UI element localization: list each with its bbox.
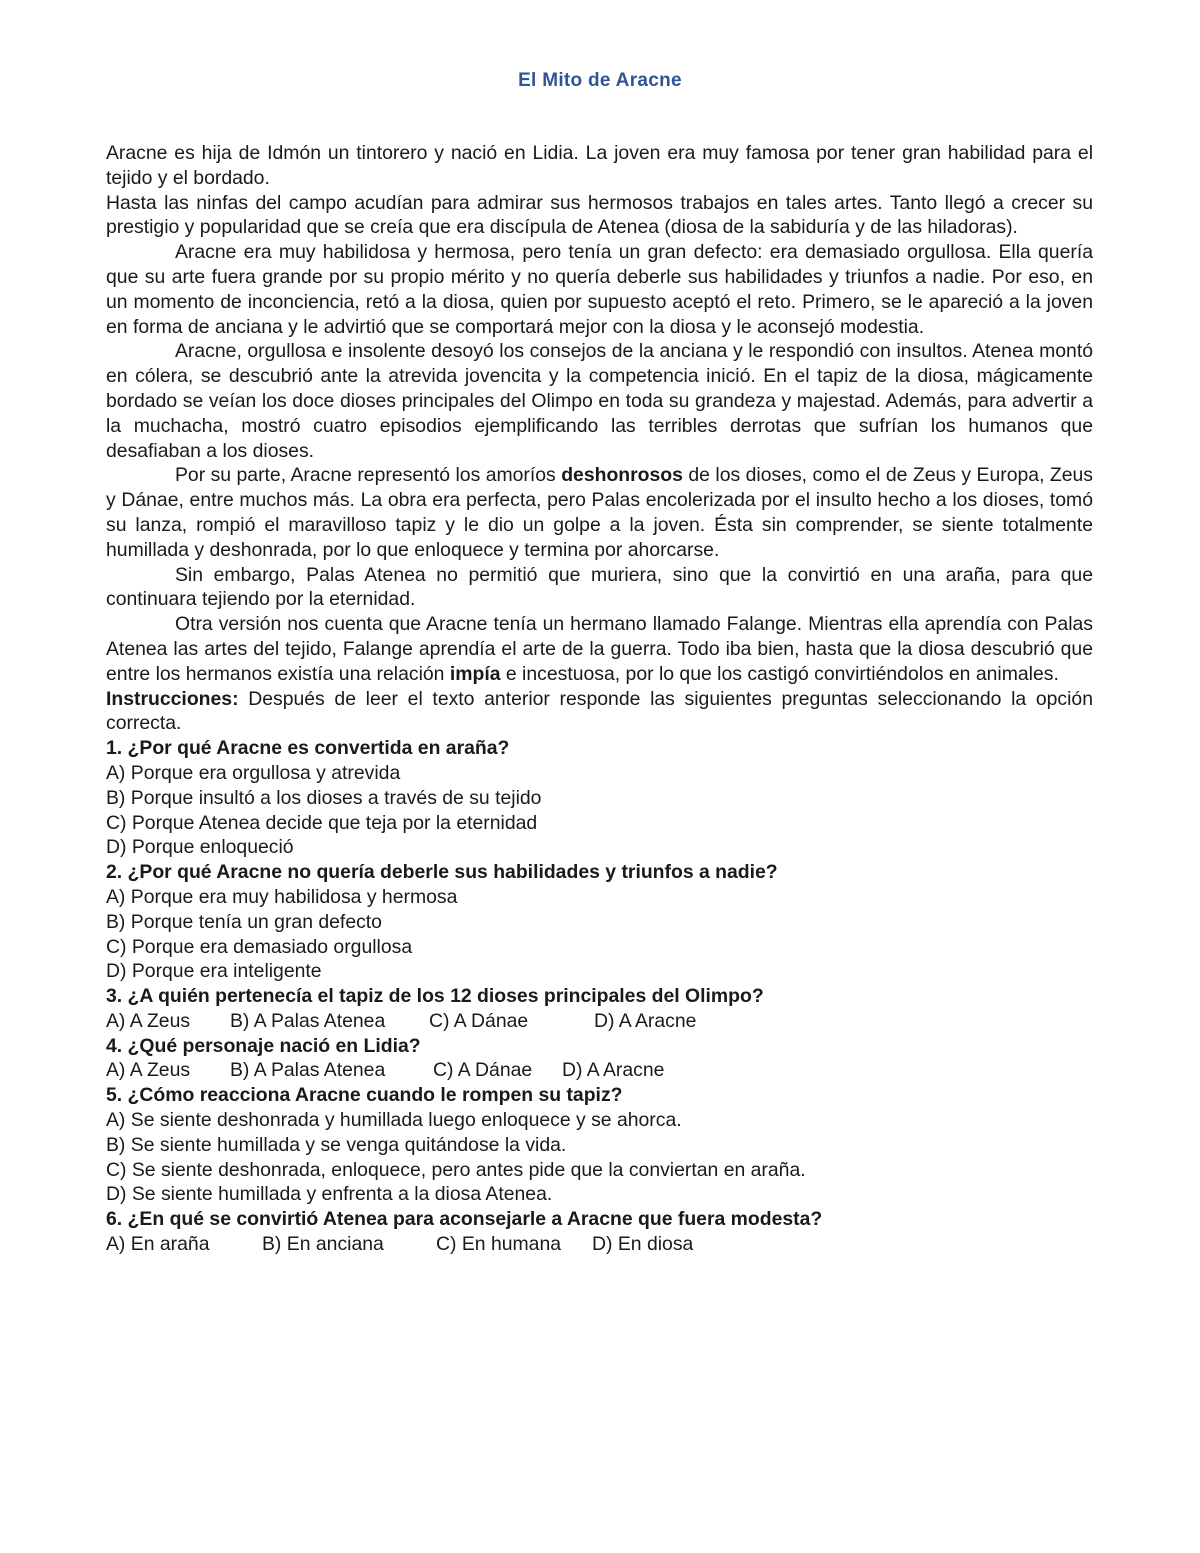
paragraph-5-bold-word: deshonrosos — [561, 464, 683, 487]
question-5-option-b[interactable]: B) Se siente humillada y se venga quitándose la vida. — [106, 1133, 567, 1156]
paragraph-5-text-b: de los dioses, como el de Zeus y Europa, Zeus y Dánae, entre muchos más. La obra era perfecta, pero Palas encolerizada por el insulto hecho a los dioses, tomó su lanza, rompió el maravilloso tapiz y le dio un golpe a la joven. Ésta sin comprender, se siente totalmente humillada y deshonrada, por lo que enloquece y termina por ahorcarse. — [106, 464, 1093, 561]
question-5: 5. ¿Cómo reacciona Aracne cuando le rompen su tapiz? — [106, 1084, 623, 1107]
paragraph-5-text-a: Por su parte, Aracne representó los amoríos — [175, 464, 562, 487]
question-2-option-d[interactable]: D) Porque era inteligente — [106, 960, 322, 983]
question-4-option-c[interactable]: C) A Dánae — [433, 1059, 533, 1082]
question-4-option-a[interactable]: A) A Zeus — [106, 1059, 191, 1082]
question-4-option-d[interactable]: D) A Aracne — [562, 1059, 665, 1082]
question-3-option-a[interactable]: A) A Zeus — [106, 1009, 191, 1032]
instructions-label: Instrucciones: — [106, 687, 239, 710]
instructions-text: Después de leer el texto anterior responde las siguientes preguntas seleccionando la opción correcta. — [106, 687, 1093, 735]
question-4-options — [106, 1058, 1093, 1083]
instructions — [106, 687, 1093, 737]
question-2-option-b[interactable]: B) Porque tenía un gran defecto — [106, 910, 382, 933]
question-1-option-c[interactable]: C) Porque Atenea decide que teja por la eternidad — [106, 811, 538, 834]
paragraph-2: Hasta las ninfas del campo acudían para admirar sus hermosos trabajos en tales artes. Tanto llegó a crecer su prestigio y popularidad que se creía que era discípula de Atenea (diosa de la sabiduría y de las hiladoras). — [106, 191, 1093, 239]
paragraph-3: Aracne era muy habilidosa y hermosa, pero tenía un gran defecto: era demasiado orgullosa. Ella quería que su arte fuera grande por su propio mérito y no quería deberle sus habilidades y triunfos a nadie. Por eso, en un momento de inconciencia, retó a la diosa, quien por supuesto aceptó el reto. Primero, se le apareció a la joven en forma de anciana y le advirtió que se comportará mejor con la diosa y le aconsejó modestia. — [106, 241, 1093, 338]
question-3-option-c[interactable]: C) A Dánae — [429, 1009, 529, 1032]
question-3: 3. ¿A quién pertenecía el tapiz de los 12 dioses principales del Olimpo? — [106, 985, 764, 1008]
question-2: 2. ¿Por qué Aracne no quería deberle sus habilidades y triunfos a nadie? — [106, 861, 778, 884]
question-5-option-a[interactable]: A) Se siente deshonrada y humillada luego enloquece y se ahorca. — [106, 1109, 682, 1132]
question-1-option-a[interactable]: A) Porque era orgullosa y atrevida — [106, 761, 401, 784]
question-5-option-d[interactable]: D) Se siente humillada y enfrenta a la diosa Atenea. — [106, 1183, 553, 1206]
paragraph-7-text-a: Otra versión nos cuenta que Aracne tenía un hermano llamado Falange. Mientras ella aprendía con Palas Atenea las artes del tejido, Falange aprendía el arte de la guerra. Todo iba bien, hasta que la diosa descubrió que entre los hermanos existía una relación — [106, 613, 1093, 685]
question-5-option-c[interactable]: C) Se siente deshonrada, enloquece, pero antes pide que la conviertan en araña. — [106, 1158, 806, 1181]
question-3-option-b[interactable]: B) A Palas Atenea — [230, 1009, 386, 1032]
paragraph-7-text-b: e incestuosa, por lo que los castigó convirtiéndolos en animales. — [500, 662, 1059, 685]
paragraph-7 — [106, 612, 1093, 686]
question-4: 4. ¿Qué personaje nació en Lidia? — [106, 1034, 421, 1057]
paragraph-4: Aracne, orgullosa e insolente desoyó los consejos de la anciana y le respondió con insultos. Atenea montó en cólera, se descubrió ante la atrevida jovencita y la competencia inició. En el tapiz de la diosa, mágicamente bordado se veían los doce dioses principales del Olimpo en toda su grandeza y majestad. Además, para advertir a la muchacha, mostró cuatro episodios ejemplificando las terribles derrotas que sufrían los humanos que desafiaban a los dioses. — [106, 340, 1093, 462]
paragraph-7-bold-word: impía — [449, 662, 501, 685]
document-body — [106, 141, 1093, 1257]
question-6-option-c[interactable]: C) En humana — [436, 1233, 562, 1256]
paragraph-5 — [106, 463, 1093, 562]
question-1-option-b[interactable]: B) Porque insultó a los dioses a través de su tejido — [106, 786, 542, 809]
question-2-option-c[interactable]: C) Porque era demasiado orgullosa — [106, 935, 413, 958]
question-3-option-d[interactable]: D) A Aracne — [594, 1009, 697, 1032]
question-1-option-d[interactable]: D) Porque enloqueció — [106, 836, 294, 859]
question-6-options — [106, 1232, 1093, 1257]
question-6-option-d[interactable]: D) En diosa — [592, 1233, 694, 1256]
question-6-option-a[interactable]: A) En araña — [106, 1233, 210, 1256]
question-6: 6. ¿En qué se convirtió Atenea para aconsejarle a Aracne que fuera modesta? — [106, 1208, 823, 1231]
document-title: El Mito de Aracne — [518, 70, 682, 91]
question-2-option-a[interactable]: A) Porque era muy habilidosa y hermosa — [106, 885, 458, 908]
question-6-option-b[interactable]: B) En anciana — [262, 1233, 384, 1256]
question-3-options — [106, 1009, 1093, 1034]
question-1: 1. ¿Por qué Aracne es convertida en araña? — [106, 737, 510, 760]
question-4-option-b[interactable]: B) A Palas Atenea — [230, 1059, 386, 1082]
paragraph-1: Aracne es hija de Idmón un tintorero y nació en Lidia. La joven era muy famosa por tener gran habilidad para el tejido y el bordado. — [106, 142, 1093, 189]
paragraph-6: Sin embargo, Palas Atenea no permitió que muriera, sino que la convirtió en una araña, para que continuara tejiendo por la eternidad. — [106, 563, 1093, 611]
